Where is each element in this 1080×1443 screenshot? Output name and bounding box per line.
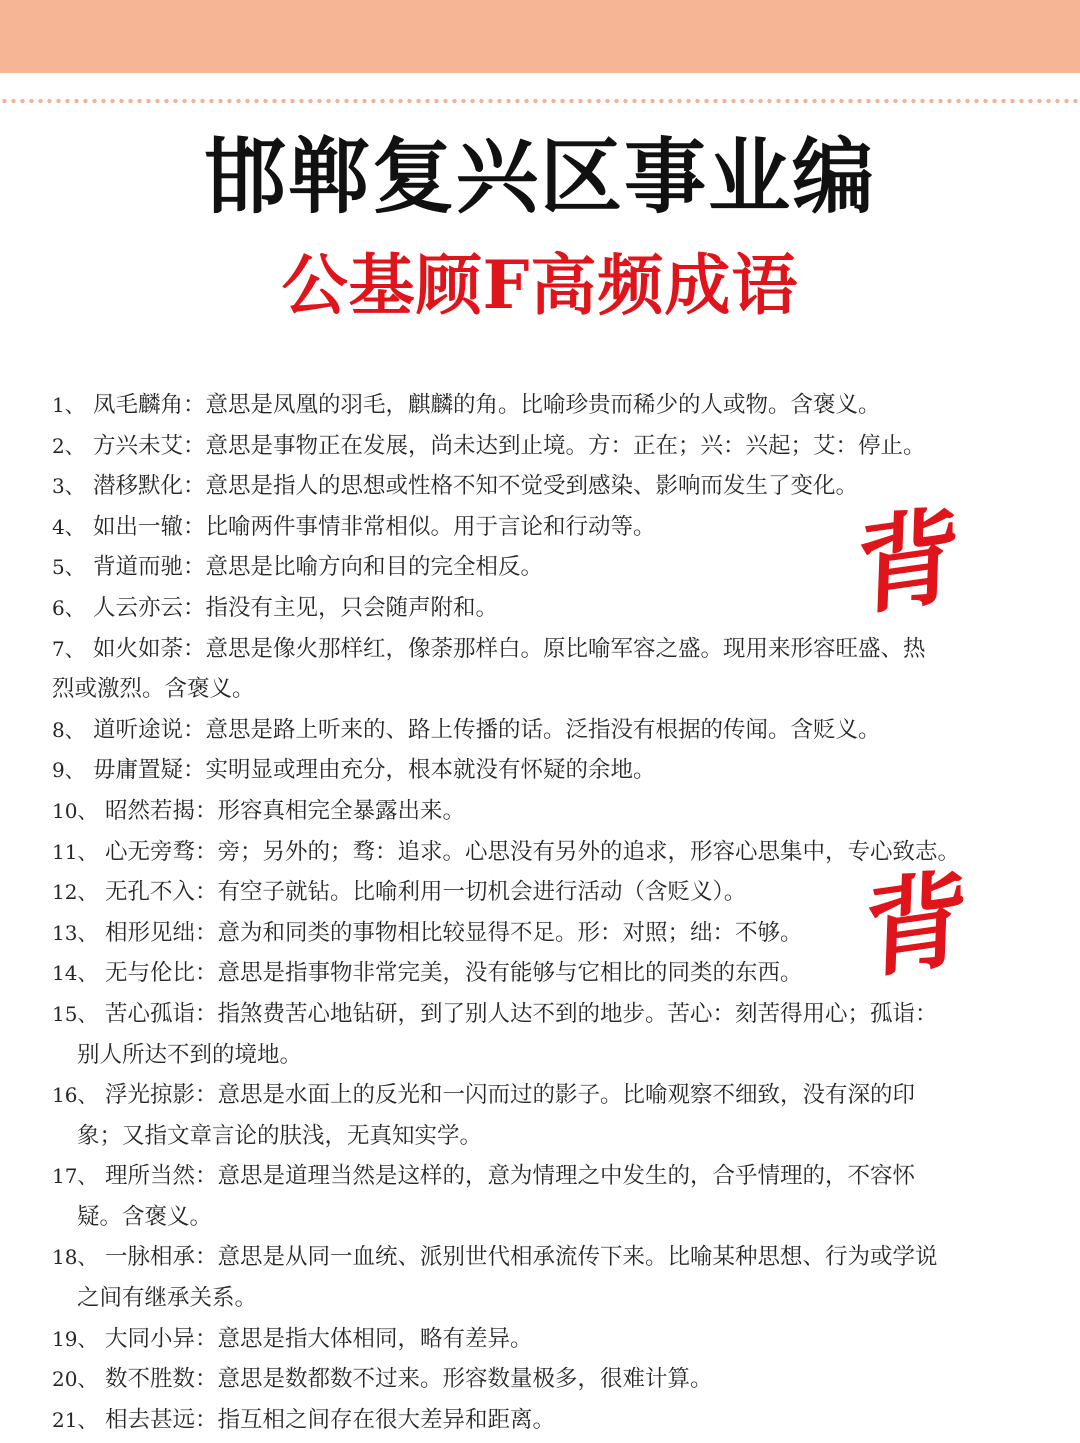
item-number: 15、 <box>52 1001 98 1026</box>
list-item <box>52 385 1052 426</box>
item-text: 大同小异：意思是指大体相同，略有差异。 <box>105 1325 533 1352</box>
item-text: 心无旁骛：旁；另外的；骛：追求。心思没有另外的追求，形容心思集中，专心致志。 <box>105 838 961 865</box>
list-item <box>52 1319 1052 1360</box>
list-item <box>52 1400 1052 1441</box>
item-text: 别人所达不到的境地。 <box>77 1041 303 1068</box>
list-item <box>52 426 1052 467</box>
item-text: 相去甚远：指互相之间存在很大差异和距离。 <box>105 1406 556 1433</box>
item-number: 21、 <box>52 1407 98 1432</box>
item-number: 9、 <box>52 758 85 783</box>
list-item <box>52 750 1052 791</box>
item-text: 之间有继承关系。 <box>77 1285 258 1312</box>
memorize-stamp: 背 <box>854 491 962 632</box>
item-number: 7、 <box>52 636 85 661</box>
item-text: 凤毛麟角：意思是凤凰的羽毛，麒麟的角。比喻珍贵而稀少的人或物。含褒义。 <box>93 392 881 418</box>
item-number: 19、 <box>52 1326 98 1351</box>
page-subtitle: 公基顾F高频成语 <box>281 246 799 324</box>
dotted-divider <box>0 98 1080 104</box>
item-text: 道听途说：意思是路上听来的、路上传播的话。泛指没有根据的传闻。含贬义。 <box>93 716 881 743</box>
item-text: 烈或激烈。含褒义。 <box>52 676 255 703</box>
item-text: 无孔不入：有空子就钻。比喻利用一切机会进行活动（含贬义）。 <box>105 879 747 906</box>
item-text: 浮光掠影：意思是水面上的反光和一闪而过的影子。比喻观察不细致，没有深的印 <box>105 1082 916 1109</box>
item-number: 8、 <box>52 717 85 742</box>
item-number: 10、 <box>52 798 98 823</box>
list-item <box>52 994 1052 1075</box>
item-text: 如火如荼：意思是像火那样红，像荼那样白。原比喻军容之盛。现用来形容旺盛、热 <box>93 635 926 662</box>
item-number: 17、 <box>52 1164 98 1189</box>
item-number: 12、 <box>52 880 98 905</box>
item-text: 理所当然：意思是道理当然是这样的，意为情理之中发生的，合乎情理的，不容怀 <box>105 1163 916 1190</box>
list-item <box>52 710 1052 751</box>
item-text: 无与伦比：意思是指事物非常完美，没有能够与它相比的同类的东西。 <box>105 960 803 987</box>
item-text: 数不胜数：意思是数都数不过来。形容数量极多，很难计算。 <box>105 1366 713 1393</box>
item-number: 20、 <box>52 1367 98 1392</box>
item-text: 毋庸置疑：实明显或理由充分，根本就没有怀疑的余地。 <box>93 757 656 784</box>
item-text: 方兴未艾：意思是事物正在发展，尚未达到止境。方：正在；兴：兴起；艾：停止。 <box>93 432 926 459</box>
item-text: 人云亦云：指没有主见，只会随声附和。 <box>93 594 499 621</box>
item-number: 2、 <box>52 433 85 458</box>
item-number: 6、 <box>52 595 85 620</box>
item-text: 背道而驰：意思是比喻方向和目的完全相反。 <box>93 554 544 581</box>
item-text: 疑。含褒义。 <box>77 1203 213 1230</box>
list-item <box>52 1156 1052 1237</box>
header-band <box>0 0 1080 73</box>
list-item <box>52 1359 1052 1400</box>
item-text: 一脉相承：意思是从同一血统、派别世代相承流传下来。比喻某种思想、行为或学说 <box>105 1244 938 1271</box>
item-number: 3、 <box>52 474 85 499</box>
item-text: 苦心孤诣：指煞费苦心地钻研，到了别人达不到的地步。苦心：刻苦得用心；孤诣： <box>105 1000 938 1027</box>
page-title: 邯郸复兴区事业编 <box>203 130 876 225</box>
memorize-stamp: 背 <box>862 854 970 995</box>
item-number: 11、 <box>52 839 98 864</box>
item-number: 4、 <box>52 514 85 539</box>
item-number: 16、 <box>52 1083 98 1108</box>
item-text: 昭然若揭：形容真相完全暴露出来。 <box>105 797 466 824</box>
item-number: 14、 <box>52 961 98 986</box>
item-number: 13、 <box>52 920 98 945</box>
item-text: 潜移默化：意思是指人的思想或性格不知不觉受到感染、影响而发生了变化。 <box>93 473 859 500</box>
list-item <box>52 629 1052 710</box>
list-item <box>52 1075 1052 1156</box>
item-text: 如出一辙：比喻两件事情非常相似。用于言论和行动等。 <box>93 513 656 540</box>
item-text: 象；又指文章言论的肤浅，无真知实学。 <box>77 1122 483 1149</box>
item-number: 18、 <box>52 1245 98 1270</box>
item-number: 1、 <box>52 393 85 417</box>
item-number: 5、 <box>52 555 85 580</box>
item-text: 相形见绌：意为和同类的事物相比较显得不足。形：对照；绌：不够。 <box>105 919 803 946</box>
list-item <box>52 791 1052 832</box>
list-item <box>52 1237 1052 1318</box>
